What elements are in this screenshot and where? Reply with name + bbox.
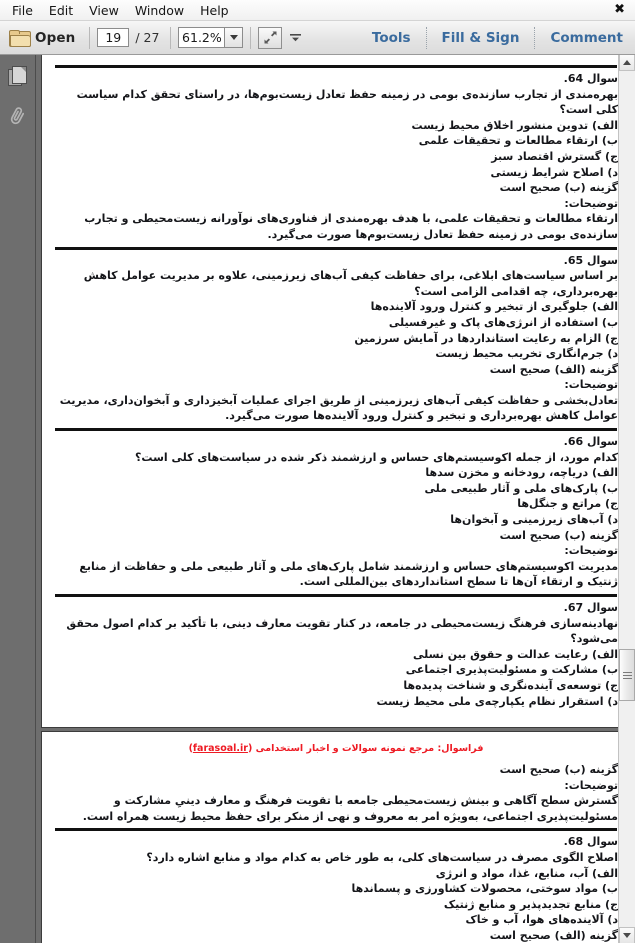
divider (55, 594, 617, 597)
question-block (51, 600, 621, 709)
divider (55, 247, 617, 250)
zoom-value[interactable]: 61.2% (178, 27, 224, 48)
scrollbar-thumb[interactable] (619, 649, 635, 701)
chevron-down-icon[interactable] (224, 27, 243, 48)
zoom-combo[interactable] (178, 27, 243, 48)
explanation-text: مدیریت اکوسیستم‌های حساس و ارزشمند شامل پارک‌های ملی و آثار طبیعی ملی و حفاظت از منابع ژنتیک و ارتقاء آن‌ها تا سطح استانداردهای بین‌المللی است. (79, 559, 618, 589)
scroll-up-button[interactable] (619, 55, 635, 71)
question-number: سوال 68. (563, 835, 618, 849)
question-option: ج) توسعه‌ی آینده‌نگری و شناخت پدیده‌ها (403, 678, 618, 692)
document-viewport[interactable] (36, 55, 635, 943)
watermark-credit (51, 738, 621, 762)
question-option: ب) مشارکت و مسئولیت‌پذیری اجتماعی (405, 663, 618, 677)
toolbar (0, 21, 635, 55)
open-button-label: Open (35, 29, 76, 46)
answer-line: گزینه (ب) صحیح است (499, 528, 618, 542)
question-option: ب) مواد سوختی، محصولات کشاورزی و پسماندها (351, 882, 618, 896)
chevron-up-icon (623, 60, 631, 65)
comment-button[interactable]: Comment (550, 29, 623, 46)
pdf-page (42, 55, 630, 727)
explanation-label: توضیحات: (564, 544, 618, 558)
attachments-paperclip-icon[interactable] (5, 103, 31, 129)
question-number: سوال 67. (563, 601, 618, 614)
toolbar-separator (170, 27, 171, 49)
question-block (51, 71, 621, 243)
page-count-label: / 27 (135, 30, 160, 45)
question-number: سوال 64. (563, 72, 618, 85)
toolbar-separator (534, 27, 535, 49)
answer-line: گزینه (ب) صحیح است (499, 763, 618, 776)
answer-line: گزینه (الف) صحیح است (489, 928, 618, 942)
watermark-text-end: ) (188, 743, 193, 754)
watermark-text: فراسوال: مرجع نمونه سوالات و اخبار استخدامی ( (247, 743, 484, 754)
menu-edit[interactable]: Edit (48, 2, 74, 18)
explanation-label: توضیحات: (564, 196, 618, 210)
question-number: سوال 65. (563, 253, 618, 267)
question-option: د) آلاینده‌های هوا، آب و خاک (465, 913, 618, 927)
toolbar-separator (89, 27, 90, 49)
page-number-input[interactable] (97, 28, 129, 47)
fill-and-sign-button[interactable]: Fill & Sign (441, 29, 520, 46)
answer-line: گزینه (ب) صحیح است (499, 181, 618, 195)
folder-icon (9, 30, 29, 45)
close-icon[interactable]: ✖ (614, 2, 625, 17)
question-option: الف) جلوگیری از تبخیر و کنترل ورود آلاینده‌ها (370, 300, 618, 314)
grip-icon (623, 670, 632, 681)
divider (55, 828, 617, 831)
explanation-label: توضیحات: (564, 778, 618, 792)
chevron-down-icon (623, 933, 631, 938)
question-option: د) اصلاح شرایط زیستی (490, 165, 618, 179)
question-option: الف) آب، منابع، غذا، مواد و انرژی (435, 866, 618, 880)
navigation-pane (0, 55, 36, 943)
question-option: الف) تدوین منشور اخلاق محیط زیست (411, 118, 618, 132)
answer-line: گزینه (الف) صحیح است (489, 362, 618, 376)
question-option: ب) ارتقاء مطالعات و تحقیقات علمی (418, 134, 618, 148)
explanation-label: توضیحات: (564, 378, 618, 392)
question-stem: بهره‌مندی از تجارب سازنده‌ی بومی در زمینه حفظ تعادل زیست‌بوم‌ها، در راستای تحقق کدام سیاست کلی است؟ (76, 87, 618, 117)
question-stem: بر اساس سیاست‌های ابلاغی، برای حفاظت کیفی آب‌های زیرزمینی، علاوه بر مدیریت عوامل کاهش بهره‌برداری، چه اقدامی الزامی است؟ (83, 269, 618, 298)
vertical-scrollbar[interactable] (618, 55, 635, 943)
toolbar-overflow-icon[interactable] (286, 27, 304, 49)
question-option: ج) الزام به رعایت استانداردها در آمایش سرزمین (354, 331, 618, 345)
fit-page-button[interactable] (258, 27, 282, 49)
explanation-text: ارتقاء مطالعات و تحقیقات علمی، با هدف بهره‌مندی از فناوری‌های نوآورانه زیست‌محیطی و تجارب سازنده‌ی بومی در زمینه حفظ تعادل زیست‌بوم‌ها صورت می‌گیرد. (84, 212, 618, 241)
question-block (51, 253, 621, 425)
pdf-page (42, 732, 630, 943)
toolbar-separator (426, 27, 427, 49)
question-option: ج) گسترش اقتصاد سبز (491, 149, 618, 163)
menu-bar (0, 0, 635, 21)
question-option: د) استقرار نظام یکپارچه‌ی ملی محیط زیست (376, 694, 618, 708)
question-option: الف) رعایت عدالت و حقوق بین نسلی (412, 647, 618, 661)
menu-window[interactable]: Window (134, 2, 185, 18)
explanation-text: گسترش سطح آگاهی و بینش زیست‌محیطی جامعه با تقویت فرهنگ و معارف دینیِ مشارکت و مسئولیت‌پذیری اجتماعی، به‌ویژه امر به معروف و نهی از منکر برای حفظ محیط زیست همراه است. (82, 794, 618, 823)
question-option: د) آب‌های زیرزمینی و آبخوان‌ها (450, 513, 618, 527)
question-option: ج) منابع تجدیدپذیر و منابع ژنتیک (443, 897, 618, 911)
question-option: الف) دریاچه، رودخانه و مخزن سدها (425, 466, 618, 480)
question-option: ب) استفاده از انرژی‌های پاک و غیرفسیلی (388, 315, 618, 329)
menu-view[interactable]: View (89, 2, 119, 18)
question-stem: کدام مورد، از جمله اکوسیستم‌های حساس و ارزشمند ذکر شده در سیاست‌های کلی است؟ (135, 450, 618, 464)
question-option: د) جرم‌انگاری تخریب محیط زیست (435, 347, 618, 361)
menu-help[interactable]: Help (200, 2, 229, 18)
watermark-link[interactable]: farasoal.ir (192, 743, 248, 754)
divider (55, 428, 617, 431)
scroll-down-button[interactable] (619, 927, 635, 943)
question-block (51, 834, 621, 943)
tools-button[interactable]: Tools (371, 29, 411, 46)
explanation-text: تعادل‌بخشی و حفاظت کیفی آب‌های زیرزمینی از طریق اجرای عملیات آبخیزداری و آبخوان‌داری، مدیریت عوامل کاهش بهره‌برداری و تبخیر و کنترل ورود آلاینده‌ها صورت می‌گیرد. (59, 393, 618, 423)
divider (55, 65, 617, 68)
page-thumbnails-icon[interactable] (5, 63, 31, 89)
question-stem: اصلاح الگوی مصرف در سیاست‌های کلی، به طور خاص به کدام مواد و منابع اشاره دارد؟ (146, 850, 618, 864)
question-option: ب) پارک‌های ملی و آثار طبیعی ملی (424, 481, 618, 495)
question-number: سوال 66. (563, 435, 618, 449)
open-button[interactable] (6, 27, 82, 49)
question-block (51, 434, 621, 590)
question-stem: نهادینه‌سازی فرهنگ زیست‌محیطی در جامعه، در کنار تقویت معارف دینی، با تأکید بر کدام اصول محقق می‌شود؟ (66, 616, 618, 646)
work-area (0, 55, 635, 943)
question-block (51, 762, 621, 824)
menu-file[interactable]: File (12, 2, 33, 18)
toolbar-separator (250, 27, 251, 49)
question-option: ج) مراتع و جنگل‌ها (517, 497, 618, 511)
